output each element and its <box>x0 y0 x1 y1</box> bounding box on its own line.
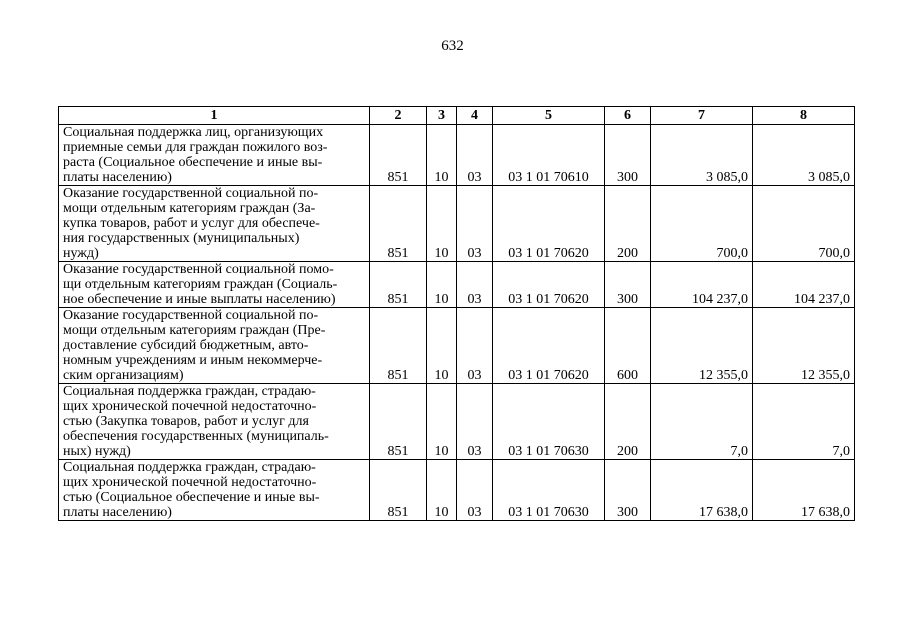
cell-amount-8: 12 355,0 <box>753 308 855 384</box>
cell-expense-type: 300 <box>605 125 651 186</box>
row-description: Оказание государственной социальной по- мощи отдельным категориям граждан (За- купка товаров, работ и услуг для обеспече- ния государственных (муниципальных) нужд) <box>59 186 370 262</box>
row-description: Социальная поддержка граждан, страдаю- щих хронической почечной недостаточно- стью (Закупка товаров, работ и услуг для обеспечения государственных (муниципаль- ных) нужд) <box>59 384 370 460</box>
cell-amount-7: 12 355,0 <box>651 308 753 384</box>
table-row <box>59 460 855 521</box>
cell-amount-7: 17 638,0 <box>651 460 753 521</box>
cell-amount-7: 7,0 <box>651 384 753 460</box>
cell-section: 10 <box>427 460 457 521</box>
row-description: Оказание государственной социальной по- мощи отдельным категориям граждан (Пре- доставление субсидий бюджетным, авто- номным учреждениям и иным некоммерче- ским организациям) <box>59 308 370 384</box>
cell-section: 10 <box>427 186 457 262</box>
cell-target-article: 03 1 01 70630 <box>493 384 605 460</box>
cell-section: 10 <box>427 262 457 308</box>
column-header: 6 <box>605 107 651 125</box>
cell-amount-7: 700,0 <box>651 186 753 262</box>
cell-section: 10 <box>427 384 457 460</box>
cell-ministry-code: 851 <box>370 125 427 186</box>
cell-subsection: 03 <box>457 384 493 460</box>
cell-subsection: 03 <box>457 460 493 521</box>
cell-amount-8: 17 638,0 <box>753 460 855 521</box>
cell-subsection: 03 <box>457 262 493 308</box>
budget-table <box>58 106 855 521</box>
cell-target-article: 03 1 01 70610 <box>493 125 605 186</box>
cell-subsection: 03 <box>457 186 493 262</box>
column-header: 8 <box>753 107 855 125</box>
cell-section: 10 <box>427 308 457 384</box>
column-header: 4 <box>457 107 493 125</box>
row-description: Оказание государственной социальной помо- щи отдельным категориям граждан (Социаль- ное обеспечение и иные выплаты населению) <box>59 262 370 308</box>
cell-subsection: 03 <box>457 308 493 384</box>
table-row <box>59 186 855 262</box>
table-row <box>59 384 855 460</box>
column-header: 2 <box>370 107 427 125</box>
cell-target-article: 03 1 01 70620 <box>493 308 605 384</box>
table-row <box>59 125 855 186</box>
cell-expense-type: 200 <box>605 186 651 262</box>
cell-section: 10 <box>427 125 457 186</box>
cell-ministry-code: 851 <box>370 384 427 460</box>
column-header: 5 <box>493 107 605 125</box>
column-header: 7 <box>651 107 753 125</box>
cell-target-article: 03 1 01 70630 <box>493 460 605 521</box>
page-number: 632 <box>441 38 464 54</box>
cell-amount-7: 3 085,0 <box>651 125 753 186</box>
table-header-row <box>59 107 855 125</box>
cell-target-article: 03 1 01 70620 <box>493 186 605 262</box>
column-header: 3 <box>427 107 457 125</box>
row-description: Социальная поддержка лиц, организующих приемные семьи для граждан пожилого воз- раста (Социальное обеспечение и иные вы- платы населению) <box>59 125 370 186</box>
cell-expense-type: 300 <box>605 460 651 521</box>
cell-amount-8: 700,0 <box>753 186 855 262</box>
cell-subsection: 03 <box>457 125 493 186</box>
cell-target-article: 03 1 01 70620 <box>493 262 605 308</box>
row-description: Социальная поддержка граждан, страдаю- щих хронической почечной недостаточно- стью (Социальное обеспечение и иные вы- платы населению) <box>59 460 370 521</box>
cell-amount-8: 104 237,0 <box>753 262 855 308</box>
cell-ministry-code: 851 <box>370 186 427 262</box>
column-header: 1 <box>59 107 370 125</box>
cell-expense-type: 600 <box>605 308 651 384</box>
cell-amount-7: 104 237,0 <box>651 262 753 308</box>
cell-ministry-code: 851 <box>370 308 427 384</box>
cell-ministry-code: 851 <box>370 262 427 308</box>
cell-ministry-code: 851 <box>370 460 427 521</box>
cell-expense-type: 200 <box>605 384 651 460</box>
cell-amount-8: 7,0 <box>753 384 855 460</box>
cell-expense-type: 300 <box>605 262 651 308</box>
cell-amount-8: 3 085,0 <box>753 125 855 186</box>
table-row <box>59 262 855 308</box>
table-row <box>59 308 855 384</box>
